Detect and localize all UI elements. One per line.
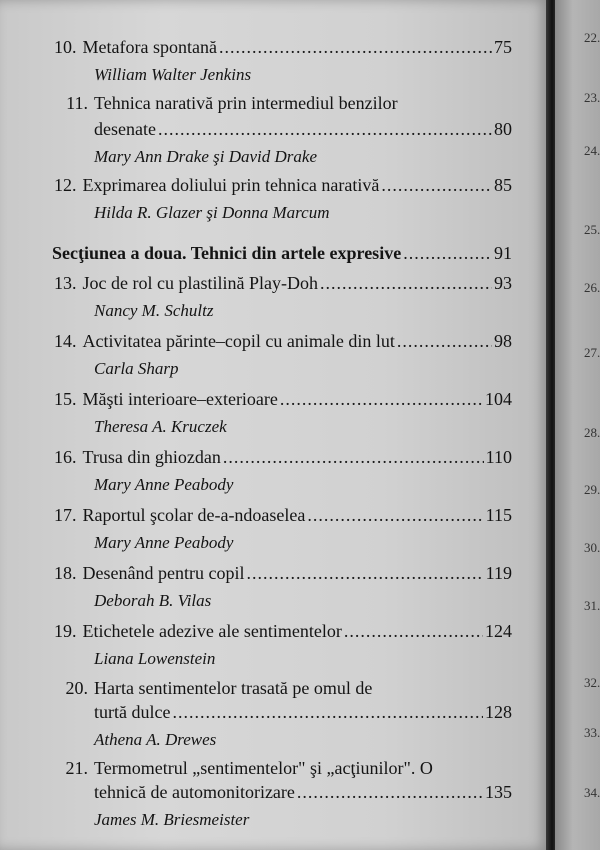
entry-author: Athena A. Drewes xyxy=(94,730,217,749)
edge-number: 30. xyxy=(584,540,600,555)
entry-page: 98 xyxy=(494,331,512,351)
toc-entry xyxy=(54,388,512,410)
entry-author: Nancy M. Schultz xyxy=(94,301,214,320)
entry-number: 10. xyxy=(54,37,77,57)
toc-entry xyxy=(54,36,512,58)
entry-number: 15. xyxy=(54,389,77,409)
toc-entry-continued xyxy=(94,781,512,803)
entry-author: Mary Anne Peabody xyxy=(94,533,234,552)
dot-leader xyxy=(403,242,492,264)
toc-entry xyxy=(54,757,512,779)
entry-number: 20. xyxy=(65,678,88,698)
toc-entry xyxy=(54,330,512,352)
entry-title: Activitatea părinte–copil cu animale din lut xyxy=(82,331,395,351)
toc-entry xyxy=(54,174,512,196)
entry-title: Exprimarea doliului prin tehnica narativă xyxy=(82,175,380,195)
section-title: Secţiunea a doua. Tehnici din artele expresive xyxy=(52,243,402,263)
entry-page: 128 xyxy=(485,702,512,722)
entry-title-continued: turtă dulce xyxy=(94,702,171,722)
dot-leader xyxy=(397,330,492,352)
entry-number: 11. xyxy=(66,93,88,113)
entry-author: Deborah B. Vilas xyxy=(94,591,212,610)
entry-title: Joc de rol cu plastilină Play-Doh xyxy=(82,273,318,293)
entry-title: Metafora spontană xyxy=(82,37,217,57)
entry-number: 18. xyxy=(54,563,77,583)
entry-number: 12. xyxy=(54,175,77,195)
entry-page: 80 xyxy=(494,119,512,139)
entry-number: 13. xyxy=(54,273,77,293)
entry-page: 93 xyxy=(494,273,512,293)
toc-entry xyxy=(54,677,512,699)
edge-number: 34. xyxy=(584,785,600,800)
dot-leader xyxy=(381,174,492,196)
toc-entry xyxy=(54,92,512,114)
entry-page: 115 xyxy=(485,505,512,525)
edge-number: 22. xyxy=(584,30,600,45)
dot-leader xyxy=(246,562,483,584)
entry-page: 110 xyxy=(485,447,512,467)
entry-author: Hilda R. Glazer şi Donna Marcum xyxy=(94,203,330,222)
section-heading xyxy=(52,242,512,264)
edge-number: 25. xyxy=(584,222,600,237)
toc-entry xyxy=(54,562,512,584)
dot-leader xyxy=(219,36,492,58)
entry-number: 17. xyxy=(54,505,77,525)
dot-leader xyxy=(320,272,492,294)
entry-page: 135 xyxy=(485,782,512,802)
dot-leader xyxy=(307,504,483,526)
edge-number: 32. xyxy=(584,675,600,690)
entry-number: 14. xyxy=(54,331,77,351)
toc-entry xyxy=(54,620,512,642)
entry-title-continued: tehnică de automonitorizare xyxy=(94,782,295,802)
section-page: 91 xyxy=(494,243,512,263)
toc-entry xyxy=(54,446,512,468)
entry-author: Mary Anne Peabody xyxy=(94,475,234,494)
toc-entry xyxy=(54,504,512,526)
entry-title-continued: desenate xyxy=(94,119,156,139)
entry-title: Măşti interioare–exterioare xyxy=(82,389,278,409)
entry-page: 124 xyxy=(485,621,512,641)
entry-author: Mary Ann Drake şi David Drake xyxy=(94,147,318,166)
entry-title: Etichetele adezive ale sentimentelor xyxy=(82,621,342,641)
toc-entry-continued xyxy=(94,701,512,723)
entry-number: 16. xyxy=(54,447,77,467)
entry-title: Harta sentimentelor trasată pe omul de xyxy=(94,678,373,698)
entry-page: 104 xyxy=(485,389,512,409)
dot-leader xyxy=(158,118,492,140)
entry-author: Theresa A. Kruczek xyxy=(94,417,227,436)
toc-entry xyxy=(54,272,512,294)
entry-title: Termometrul „sentimentelor" şi „acţiunilor". O xyxy=(94,758,433,778)
entry-title: Desenând pentru copil xyxy=(82,563,245,583)
dot-leader xyxy=(280,388,483,410)
entry-author: William Walter Jenkins xyxy=(94,65,252,84)
dot-leader xyxy=(223,446,484,468)
entry-page: 119 xyxy=(485,563,512,583)
edge-number: 23. xyxy=(584,90,600,105)
entry-author: Carla Sharp xyxy=(94,359,179,378)
dot-leader xyxy=(297,781,483,803)
entry-title: Trusa din ghiozdan xyxy=(82,447,221,467)
entry-number: 19. xyxy=(54,621,77,641)
entry-title: Tehnica narativă prin intermediul benzilor xyxy=(94,93,398,113)
entry-number: 21. xyxy=(65,758,88,778)
entry-title: Raportul şcolar de-a-ndoaselea xyxy=(82,505,306,525)
entry-page: 75 xyxy=(494,37,512,57)
edge-number: 31. xyxy=(584,598,600,613)
entry-author: James M. Briesmeister xyxy=(94,810,250,829)
entry-author: Liana Lowenstein xyxy=(94,649,216,668)
edge-number: 27. xyxy=(584,345,600,360)
edge-number: 33. xyxy=(584,725,600,740)
edge-number: 28. xyxy=(584,425,600,440)
entry-page: 85 xyxy=(494,175,512,195)
edge-number: 26. xyxy=(584,280,600,295)
dot-leader xyxy=(344,620,483,642)
dot-leader xyxy=(172,701,483,723)
edge-number: 29. xyxy=(584,482,600,497)
toc-entry-continued xyxy=(94,118,512,140)
edge-number: 24. xyxy=(584,143,600,158)
